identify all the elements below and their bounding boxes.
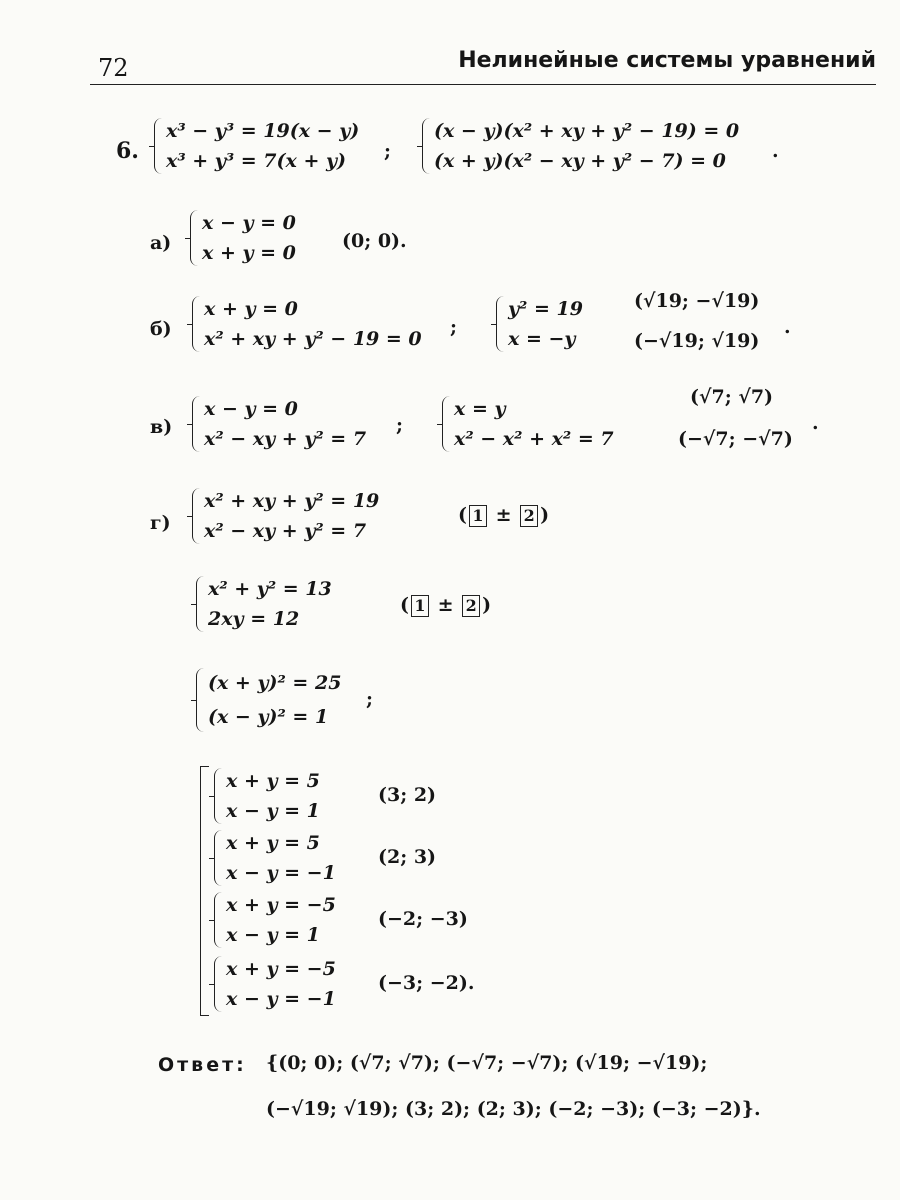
hint-box-2: 2	[462, 595, 480, 617]
system-line: y² = 19	[508, 298, 583, 320]
hint-operator: ±	[437, 594, 454, 616]
hint-sum-diff: ( 1 ± 2 )	[458, 504, 550, 526]
hint-sum-diff: ( 1 ± 2 )	[400, 594, 492, 616]
case-a-label: а)	[150, 232, 172, 254]
system-line: x + y = 0	[202, 242, 296, 264]
subsystem-result: (3; 2)	[378, 784, 437, 806]
system-line: x = y	[454, 398, 506, 420]
system-line: (x + y)² = 25	[208, 672, 342, 694]
hint-box-2: 2	[520, 505, 538, 527]
system-line: x − y = 1	[226, 800, 320, 822]
case-b-label: б)	[150, 318, 172, 340]
case-g-step2-system	[196, 574, 332, 634]
case-a-system	[190, 208, 296, 268]
subsystem	[214, 954, 336, 1014]
answer-line-2: (−√19; √19); (3; 2); (2; 3); (−2; −3); (−3; −2)}.	[266, 1098, 761, 1120]
separator: ;	[396, 414, 404, 436]
system-line: (x + y)(x² − xy + y² − 7) = 0	[434, 150, 726, 172]
system-line: x² − xy + y² = 7	[204, 520, 367, 542]
system-line: x + y = −5	[226, 958, 336, 980]
case-g-system	[192, 486, 379, 546]
case-g-label: г)	[150, 512, 171, 534]
system-line: x² − xy + y² = 7	[204, 428, 367, 450]
system-line: x³ − y³ = 19(x − y)	[166, 120, 360, 142]
end-period: .	[812, 412, 819, 434]
case-v-system	[192, 394, 366, 454]
system-line: x² + xy + y² = 19	[204, 490, 380, 512]
system-line: x + y = 0	[204, 298, 298, 320]
system-line: x = −y	[508, 328, 576, 350]
system-line: (x − y)(x² + xy + y² − 19) = 0	[434, 120, 740, 142]
factored-system	[422, 116, 739, 176]
system-line: x² − x² + x² = 7	[454, 428, 614, 450]
case-v-system-2	[442, 394, 614, 454]
separator: ;	[450, 316, 458, 338]
answer-line-1: {(0; 0); (√7; √7); (−√7; −√7); (√19; −√19);	[266, 1052, 708, 1074]
case-b-system-2	[496, 294, 583, 354]
system-line: 2xy = 12	[208, 608, 300, 630]
system-line: x² + y² = 13	[208, 578, 332, 600]
hint-box-1: 1	[411, 595, 429, 617]
system-line: x − y = −1	[226, 862, 336, 884]
system-line: x − y = 0	[202, 212, 296, 234]
case-v-label: в)	[150, 416, 173, 438]
subsystem-result: (−2; −3)	[378, 908, 468, 930]
separator: ;	[384, 140, 392, 162]
hint-operator: ±	[495, 504, 512, 526]
case-v-result-2: (−√7; −√7)	[678, 428, 793, 450]
subsystem	[214, 890, 336, 950]
system-line: x − y = 0	[204, 398, 298, 420]
system-line: x³ + y³ = 7(x + y)	[166, 150, 347, 172]
system-line: x − y = 1	[226, 924, 320, 946]
case-b-result-2: (−√19; √19)	[634, 330, 760, 352]
hint-box-1: 1	[469, 505, 487, 527]
header-rule	[90, 84, 876, 85]
system-line: x − y = −1	[226, 988, 336, 1010]
separator: ;	[366, 688, 374, 710]
problem-number: 6.	[116, 138, 139, 164]
case-b-result-1: (√19; −√19)	[634, 290, 760, 312]
case-a-result: (0; 0).	[342, 230, 407, 252]
case-v-result-1: (√7; √7)	[690, 386, 774, 408]
system-line: x² + xy + y² − 19 = 0	[204, 328, 422, 350]
subsystem-result: (−3; −2).	[378, 972, 475, 994]
chapter-title: Нелинейные системы уравнений	[458, 48, 876, 73]
subsystem	[214, 766, 320, 826]
problem-system	[154, 116, 359, 176]
end-period: .	[784, 316, 791, 338]
system-line: x + y = −5	[226, 894, 336, 916]
page-number: 72	[98, 54, 129, 82]
bracket	[200, 766, 209, 1016]
system-line: x + y = 5	[226, 832, 320, 854]
system-line: x + y = 5	[226, 770, 320, 792]
answer-label	[158, 1050, 247, 1080]
subsystem	[214, 828, 336, 888]
subsystem-result: (2; 3)	[378, 846, 437, 868]
answer-word: Ответ:	[158, 1054, 247, 1076]
case-b-system	[192, 294, 422, 354]
end-period: .	[772, 140, 779, 162]
case-g-step3-system	[196, 666, 341, 734]
system-line: (x − y)² = 1	[208, 706, 329, 728]
